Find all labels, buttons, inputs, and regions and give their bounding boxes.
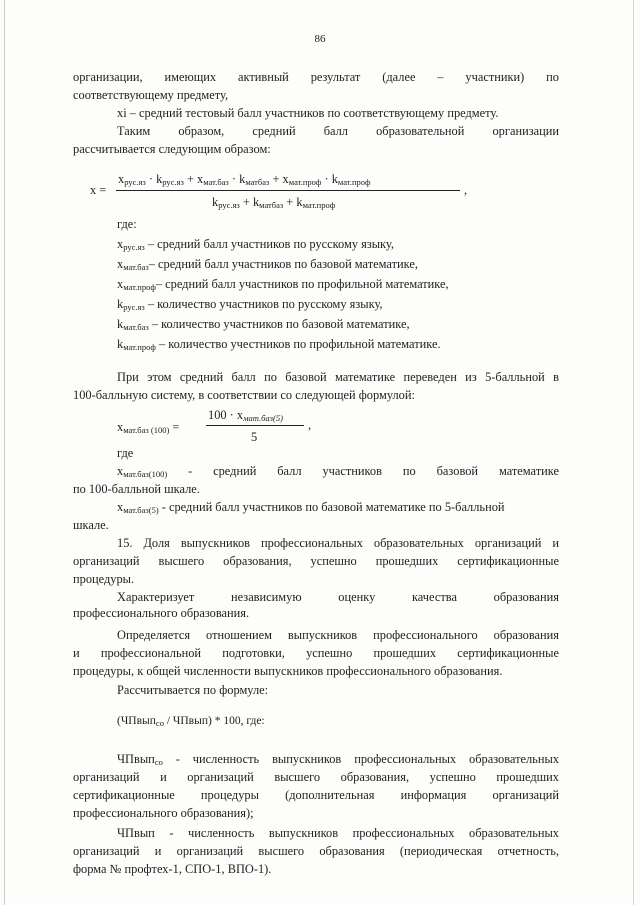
formula2-tail: , xyxy=(308,418,312,432)
text-line: организаций высшего образования, успешно прошедших сертификационные xyxy=(73,554,559,568)
formula-numerator: xрус.яз · kрус.яз + xмат.баз · kматбаз + xмат.проф · kмат.проф xyxy=(118,172,371,187)
text-line: 100-балльную систему, в соответствии со следующей формулой: xyxy=(73,388,415,402)
formula2-denominator: 5 xyxy=(251,430,258,444)
definition-line: xмат.баз– средний балл участников по базовой математике, xyxy=(117,257,418,272)
text-line: шкале. xyxy=(73,518,109,532)
section-heading: 15. Доля выпускников профессиональных образовательных организаций и xyxy=(117,536,559,550)
definition-line: kмат.проф – количество учестников по профильной математике. xyxy=(117,337,441,352)
text-line: форма № профтех-1, СПО-1, ВПО-1). xyxy=(73,862,272,876)
text-line: организации, имеющих активный результат (далее – участники) по xyxy=(73,70,559,84)
text-line: организаций и организаций высшего образования (периодическая отчетность, xyxy=(73,844,559,858)
formula2-numerator: 100 · xмат.баз(5) xyxy=(208,408,283,423)
definition-line: xрус.яз – средний балл участников по русскому языку, xyxy=(117,237,394,252)
text-line: рассчитывается следующим образом: xyxy=(73,142,271,156)
text-line: организаций и организаций высшего образования, успешно прошедших xyxy=(73,770,559,784)
fraction-bar xyxy=(116,190,460,191)
text-line: Характеризует независимую оценку качества образования xyxy=(117,590,559,604)
definition-line: ЧПвып - численность выпускников профессиональных образовательных xyxy=(117,826,559,840)
definition-line: xмат.баз(100) - средний балл участников по базовой математике xyxy=(117,464,559,479)
definition-line: xмат.проф– средний балл участников по профильной математике, xyxy=(117,277,449,292)
text-line: При этом средний балл по базовой математике переведен из 5-балльной в xyxy=(117,370,559,384)
definition-line: kмат.баз – количество участников по базовой математике, xyxy=(117,317,410,332)
page-number: 86 xyxy=(314,33,326,45)
text-line: процедуры, к общей численности выпускников профессионального образования. xyxy=(73,664,503,678)
definition-line: xмат.баз(5) - средний балл участников по базовой математике по 5-балльной xyxy=(117,500,505,515)
text-line: Таким образом, средний балл образовательной организации xyxy=(117,124,559,138)
text-line: профессионального образования); xyxy=(73,806,254,820)
text-line: где xyxy=(117,446,134,460)
page-edge-left xyxy=(4,0,5,905)
formula-tail: , xyxy=(464,183,468,197)
formula3: (ЧПвыпсо / ЧПвып) * 100, где: xyxy=(117,715,265,728)
text-line: по 100-балльной шкале. xyxy=(73,482,200,496)
definition-line: kрус.яз – количество участников по русскому языку, xyxy=(117,297,383,312)
text-line: xi – средний тестовый балл участников по соответствующему предмету. xyxy=(117,106,499,120)
text-line: соответствующему предмету, xyxy=(73,88,229,102)
formula2-lhs: xмат.баз (100) = xyxy=(117,420,180,435)
definition-line: ЧПвыпсо - численность выпускников профессиональных образовательных xyxy=(117,752,559,767)
formula-denominator: kрус.яз + kматбаз + kмат.проф xyxy=(212,195,336,210)
text-line: Определяется отношением выпускников профессионального образования xyxy=(117,628,559,642)
fraction-bar xyxy=(206,425,304,426)
text-line: Рассчитывается по формуле: xyxy=(117,683,269,697)
text-line: профессионального образования. xyxy=(73,606,250,620)
formula-lhs: x = xyxy=(90,183,107,197)
text-line: и профессиональной подготовки, успешно прошедших сертификационные xyxy=(73,646,559,660)
text-line: где: xyxy=(117,217,137,231)
text-line: сертификационные процедуры (дополнительная информация организаций xyxy=(73,788,559,802)
text-line: процедуры. xyxy=(73,572,135,586)
page-edge-right xyxy=(633,0,634,905)
